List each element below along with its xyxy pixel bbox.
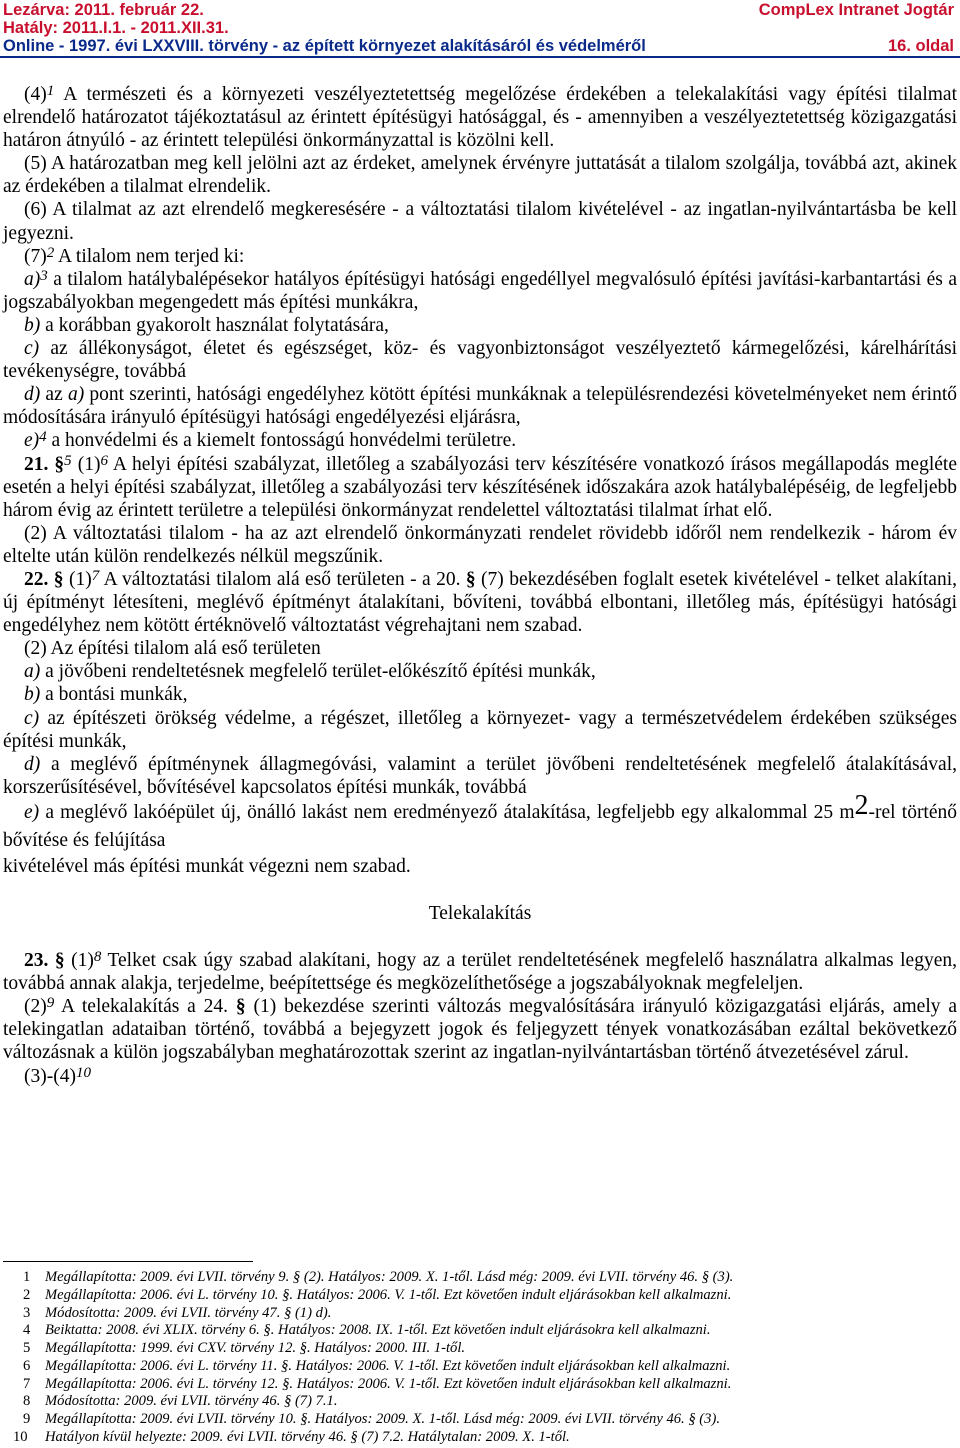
section-23-para-2: $(2)^9$ A telekalakítás a 24. § (1) bekezdése szerinti változás megvalósítására irányuló közigazgatási eljárás, amely a telekingatlan adataiban történő, továbbá a bejegyzett jogok és feljegyzett tények vonatkozásában ezáltal bekövetkező változásnak a külön jogszabályban meghatározottak szerint az ingatlan-nyilvántartásban történő átvezetésével zárul.	[3, 995, 957, 1064]
header-law-title: Online - 1997. évi LXXVIII. törvény - az épített környezet alakításáról és védelméről	[3, 37, 646, 55]
footnote-ref-6[interactable]: 6	[100, 452, 108, 469]
footnote-item: 2 Megállapította: 2006. évi L. törvény 10. §. Hatályos: 2006. V. 1-től. Ezt követően indult eljárásokban kell alkalmazni.	[23, 1286, 732, 1303]
page-header	[0, 0, 960, 58]
footnote-item: 9 Megállapította: 2009. évi LVII. törvény 10. §. Hatályos: 2009. X. 1-től. Lásd még: 2009. évi LVII. törvény 46. § (3).	[23, 1411, 720, 1427]
paragraph-4: $(4)^1$ A természeti és a környezeti veszélyeztetettség megelőzése érdekében a telekalakítási vagy építési tilalmat elrendelő határozatot tájékoztatásul az érintett építésügyi hatósággal, és - amennyiben a veszélyeztetettség közigazgatási határon átnyúló - az érintett települési önkormányzattal is közölni kell.	[3, 83, 957, 152]
point-e: e)$^4$ a honvédelmi és a kiemelt fontosságú honvédelmi területre.	[24, 429, 517, 452]
paragraph-5: (5) A határozatban meg kell jelölni azt az érdeket, amelynek érvényre juttatását a tilalom szolgálja, továbbá azt, akinek az érdekében a tilalmat elrendelik.	[3, 153, 957, 198]
header-validity: Hatály: 2011.I.1. - 2011.XII.31.	[3, 19, 229, 37]
point-2e: e) a meglévő lakóépület új, önálló lakást nem eredményező átalakítása, legfeljebb egy alkalommal 25 m2-rel történő bővítése és felújítása	[3, 789, 958, 851]
footnote-ref-9[interactable]: 9	[46, 995, 55, 1012]
footnote-ref-3[interactable]: 3	[40, 267, 48, 284]
footnote-item: 8 Módosította: 2009. évi LVII. törvény 46. § (7) 7.1.	[23, 1393, 338, 1410]
footnote-item: 1 Megállapította: 2009. évi LVII. törvény 9. § (2). Hatályos: 2009. X. 1-től. Lásd még: 2009. évi LVII. törvény 46. § (3).	[23, 1269, 734, 1285]
point-b: b) a korábban gyakorolt használat folytatására,	[24, 314, 389, 336]
document-body	[3, 83, 957, 1088]
footnote-item: 10 Hatályon kívül helyezte: 2009. évi LVII. törvény 46. § (7) 7.2. Hatálytalan: 2009. X. 1-től.	[13, 1428, 570, 1445]
point-2d: d) a meglévő építménynek állagmegóvási, valamint a terület jövőbeni rendeltetésének megfelelő átalakításával, korszerűsítésével, bővítésével kapcsolatos építési munkák, továbbá	[3, 753, 957, 798]
section-21-para-2: (2) A változtatási tilalom - ha az azt elrendelő önkormányzati rendelet rövidebb időről nem rendelkezik - három év eltelte után külön rendelkezés nélkül megszűnik.	[3, 522, 957, 567]
point-d: d) az a) pont szerinti, hatósági engedélyhez kötött építési munkáknak a településrendezési követelményeket nem érintő módosítására irányuló építésügyi hatósági engedélyezési eljárásra,	[3, 384, 957, 429]
footnote-divider	[3, 1261, 253, 1262]
footnote-item: 6 Megállapította: 2006. évi L. törvény 11. §. Hatályos: 2006. V. 1-től. Ezt követően indult eljárásokban kell alkalmazni.	[23, 1357, 731, 1374]
footnote-ref-5[interactable]: 5	[64, 452, 72, 469]
point-c: c) az állékonyságot, életet és egészséget, köz- és vagyonbiztonságot veszélyeztető kármegelőzési, kárelhárítási tevékenységre, továbbá	[3, 338, 957, 383]
footnotes	[3, 1269, 957, 1447]
footnote-ref-2[interactable]: 2	[46, 244, 55, 261]
section-23-para-3-4: $(3)-(4)^{10}$	[24, 1064, 91, 1087]
point-2b: b) a bontási munkák,	[24, 684, 188, 706]
paragraph-6: (6) A tilalmat az azt elrendelő megkeresésére - a változtatási tilalom kivételével - az ingatlan-nyilvántartásba be kell jegyezni.	[3, 199, 957, 244]
point-a: a)$^3$ a tilalom hatálybalépésekor hatályos építésügyi hatósági engedéllyel megvalósuló építési javítási-karbantartási és a jogszabályokban megengedett más építési munkákra,	[3, 267, 957, 313]
section-21: 21. §$^5$ $(1)^6$ A helyi építési szabályzat, illetőleg a szabályozási terv készítésére vonatkozó írásos megállapodás megléte esetén a helyi építési szabályzat, illetőleg a szabályozási terv készítésének időszakára azok hatálybalépéséig, de legfeljebb három évig az érintett területre a települési önkormányzat rendelettel változtatási tilalmat írhat elő.	[3, 452, 957, 521]
footnote-ref-7[interactable]: 7	[91, 567, 100, 584]
point-2c: c) az építészeti örökség védelme, a régészet, illetőleg a környezet- vagy a természetvédelem érdekében szükséges építési munkák,	[3, 707, 957, 752]
section-23: 23. § $(1)^8$ Telket csak úgy szabad alakítani, hogy az a terület rendeltetésének megfelelő használatra alkalmas legyen, továbbá annak alakja, terjedelme, beépítettsége és megközelíthetősége a jogszabályoknak megfeleljen.	[3, 949, 957, 995]
footnote-item: 5 Megállapította: 1999. évi CXV. törvény 12. §. Hatályos: 2000. III. 1-től.	[23, 1340, 466, 1356]
footnote-item: 3 Módosította: 2009. évi LVII. törvény 47. § (1) d).	[23, 1304, 332, 1321]
header-closed-date: Lezárva: 2011. február 22.	[3, 1, 204, 19]
header-page-number: 16. oldal	[887, 37, 954, 55]
section-heading: Telekalakítás	[428, 903, 532, 924]
footnote-ref-4[interactable]: 4	[39, 429, 47, 446]
paragraph-7: $(7)^2$ A tilalom nem terjed ki:	[24, 244, 245, 267]
footnote-ref-10[interactable]: 10	[75, 1064, 91, 1081]
header-divider	[0, 56, 960, 58]
point-2a: a) a jövőbeni rendeltetésnek megfelelő terület-előkészítő építési munkák,	[24, 661, 596, 683]
footnote-item: 7 Megállapította: 2006. évi L. törvény 12. §. Hatályos: 2006. V. 1-től. Ezt követően indult eljárásokban kell alkalmazni.	[23, 1375, 732, 1392]
section-22-para-2: (2) Az építési tilalom alá eső területen	[24, 638, 321, 660]
footnote-ref-8[interactable]: 8	[93, 949, 102, 966]
header-brand: CompLex Intranet Jogtár	[758, 1, 954, 19]
footnote-ref-1[interactable]: 1	[46, 83, 55, 99]
section-22: 22. § $(1)^7$ A változtatási tilalom alá eső területen - a 20. § (7) bekezdésében foglalt esetek kivételével - telket alakítani, új építményt létesíteni, meglévő építményt átalakítani, bővíteni, továbbá elbontani, illetőleg más, építésügyi hatósági engedélyhez nem kötött értéknövelő változtatást végrehajtani nem szabad.	[3, 567, 957, 637]
section-22-closing: kivételével más építési munkát végezni nem szabad.	[3, 855, 411, 877]
footnote-item: 4 Beiktatta: 2008. évi XLIX. törvény 6. §. Hatályos: 2008. IX. 1-től. Ezt követően indult eljárásokra kell alkalmazni.	[23, 1322, 711, 1339]
